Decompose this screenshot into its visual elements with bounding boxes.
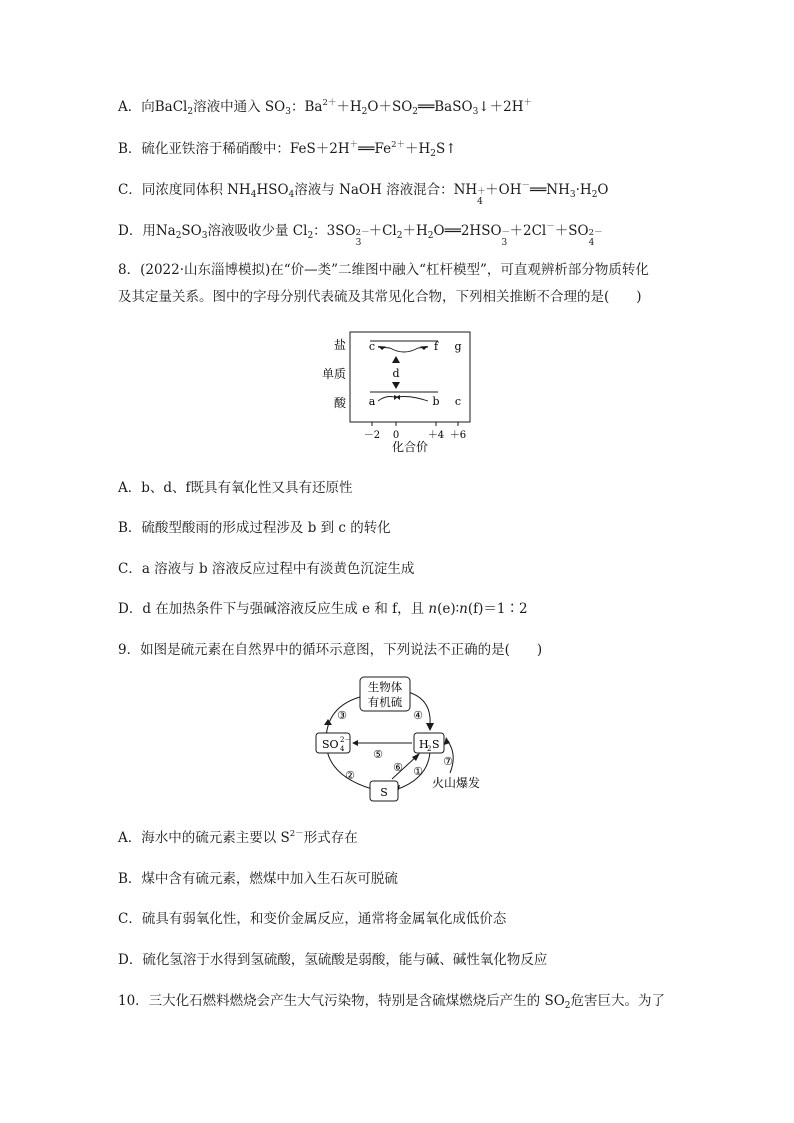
q7-option-d: D．用$Na_2SO_3$溶液吸收少量 $Cl_2$：3SO 2－ 3 $+Cl_2+H_2O══2HSO$ － 3 ＋2Cl－＋SO 2－ 4	[118, 222, 603, 248]
label-4: ④	[413, 709, 423, 722]
q8-option-d: D．d 在加热条件下与强碱溶液反应生成 e 和 f，且 n(e)∶n(f)＝1∶2	[118, 601, 528, 617]
q8-stem-line1: 8．(2022·山东淄博模拟)在“价—类”二维图中融入“杠杆模型”，可直观辨析部分物质转化	[118, 262, 649, 278]
q8-option-b: B．硫酸型酸雨的形成过程涉及 b 到 c 的转化	[118, 520, 391, 536]
q7-option-c: C．同浓度同体积 $NH_4HSO_4$溶液与 NaOH 溶液混合：NH ＋ 4 $+OH^-══NH_3\cdot H_2O$	[118, 181, 609, 207]
y-label-salt: 盐	[333, 338, 346, 352]
label-1: ①	[413, 765, 423, 778]
point-c-salt: c	[368, 340, 376, 353]
valence-class-diagram	[320, 325, 480, 455]
y-label-acid: 酸	[333, 396, 346, 410]
h2s-sub: 2	[427, 745, 432, 753]
point-f: f	[433, 340, 439, 353]
q8-option-c: C．a 溶液与 b 溶液反应过程中有淡黄色沉淀生成	[118, 561, 415, 577]
label-5: ⑤	[373, 748, 383, 761]
q8-option-a: A．b、d、f既具有氧化性又具有还原性	[118, 480, 353, 496]
h2s-s: S	[432, 738, 440, 751]
organic-sulfur-line1: 生物体	[367, 680, 403, 694]
point-a: a	[368, 395, 376, 408]
q9-option-c: C．硫具有弱氧化性，和变价金属反应，通常将金属氧化成低价态	[118, 911, 507, 927]
sulfate-charge: 2－	[340, 736, 352, 744]
label-7: ⑦	[443, 755, 453, 768]
sulfur-cycle-diagram	[312, 673, 492, 805]
x-tick-plus6: ＋6	[449, 430, 467, 441]
q9-stem: 9．如图是硫元素在自然界中的循环示意图，下列说法不正确的是( )	[118, 642, 543, 658]
sulfur-label: S	[380, 786, 388, 799]
q9-option-d: D．硫化氢溶于水得到氢硫酸，氢硫酸是弱酸，能与碱、碱性氧化物反应	[118, 952, 548, 968]
y-label-element: 单质	[321, 367, 346, 381]
label-3: ③	[337, 709, 347, 722]
h2s-h: H	[419, 738, 429, 751]
point-c-acid: c	[454, 395, 462, 408]
sulfate-subscript: 4	[340, 745, 345, 753]
point-g: g	[454, 340, 462, 353]
q9-option-b: B．煤中含有硫元素，燃煤中加入生石灰可脱硫	[118, 871, 398, 887]
sulfate-label: SO	[322, 738, 339, 751]
point-b: b	[432, 395, 440, 408]
volcano-label: 火山爆发	[431, 776, 481, 790]
organic-sulfur-line2: 有机硫	[367, 695, 403, 709]
q9-option-a: A．海水中的硫元素主要以 $S^{2-}$形式存在	[118, 829, 358, 846]
q7-option-b: B．硫化亚铁溶于稀硝酸中：$FeS+2H^+══Fe^{2+}+H_2S↑$	[118, 140, 457, 159]
label-2: ②	[345, 769, 355, 782]
x-tick-0: 0	[392, 430, 400, 441]
label-6: ⑥	[393, 761, 403, 774]
x-tick-minus2: －2	[363, 430, 381, 441]
q8-stem-line2: 及其定量关系。图中的字母分别代表硫及其常见化合物，下列相关推断不合理的是( )	[118, 289, 642, 305]
x-tick-plus4: ＋4	[427, 430, 445, 441]
q8-stem	[118, 257, 683, 311]
x-axis-title: 化合价	[391, 440, 429, 454]
point-d: d	[392, 367, 400, 380]
q10-stem: 10．三大化石燃料燃烧会产生大气污染物，特别是含硫煤燃烧后产生的 $SO_2$危害巨大。为了	[118, 993, 666, 1011]
q7-option-a: A．向BaCl$_2$溶液中通入 $SO_3$：$Ba^{2+}+H_2O+SO_2══BaSO_3↓+2H^+$	[118, 98, 532, 117]
